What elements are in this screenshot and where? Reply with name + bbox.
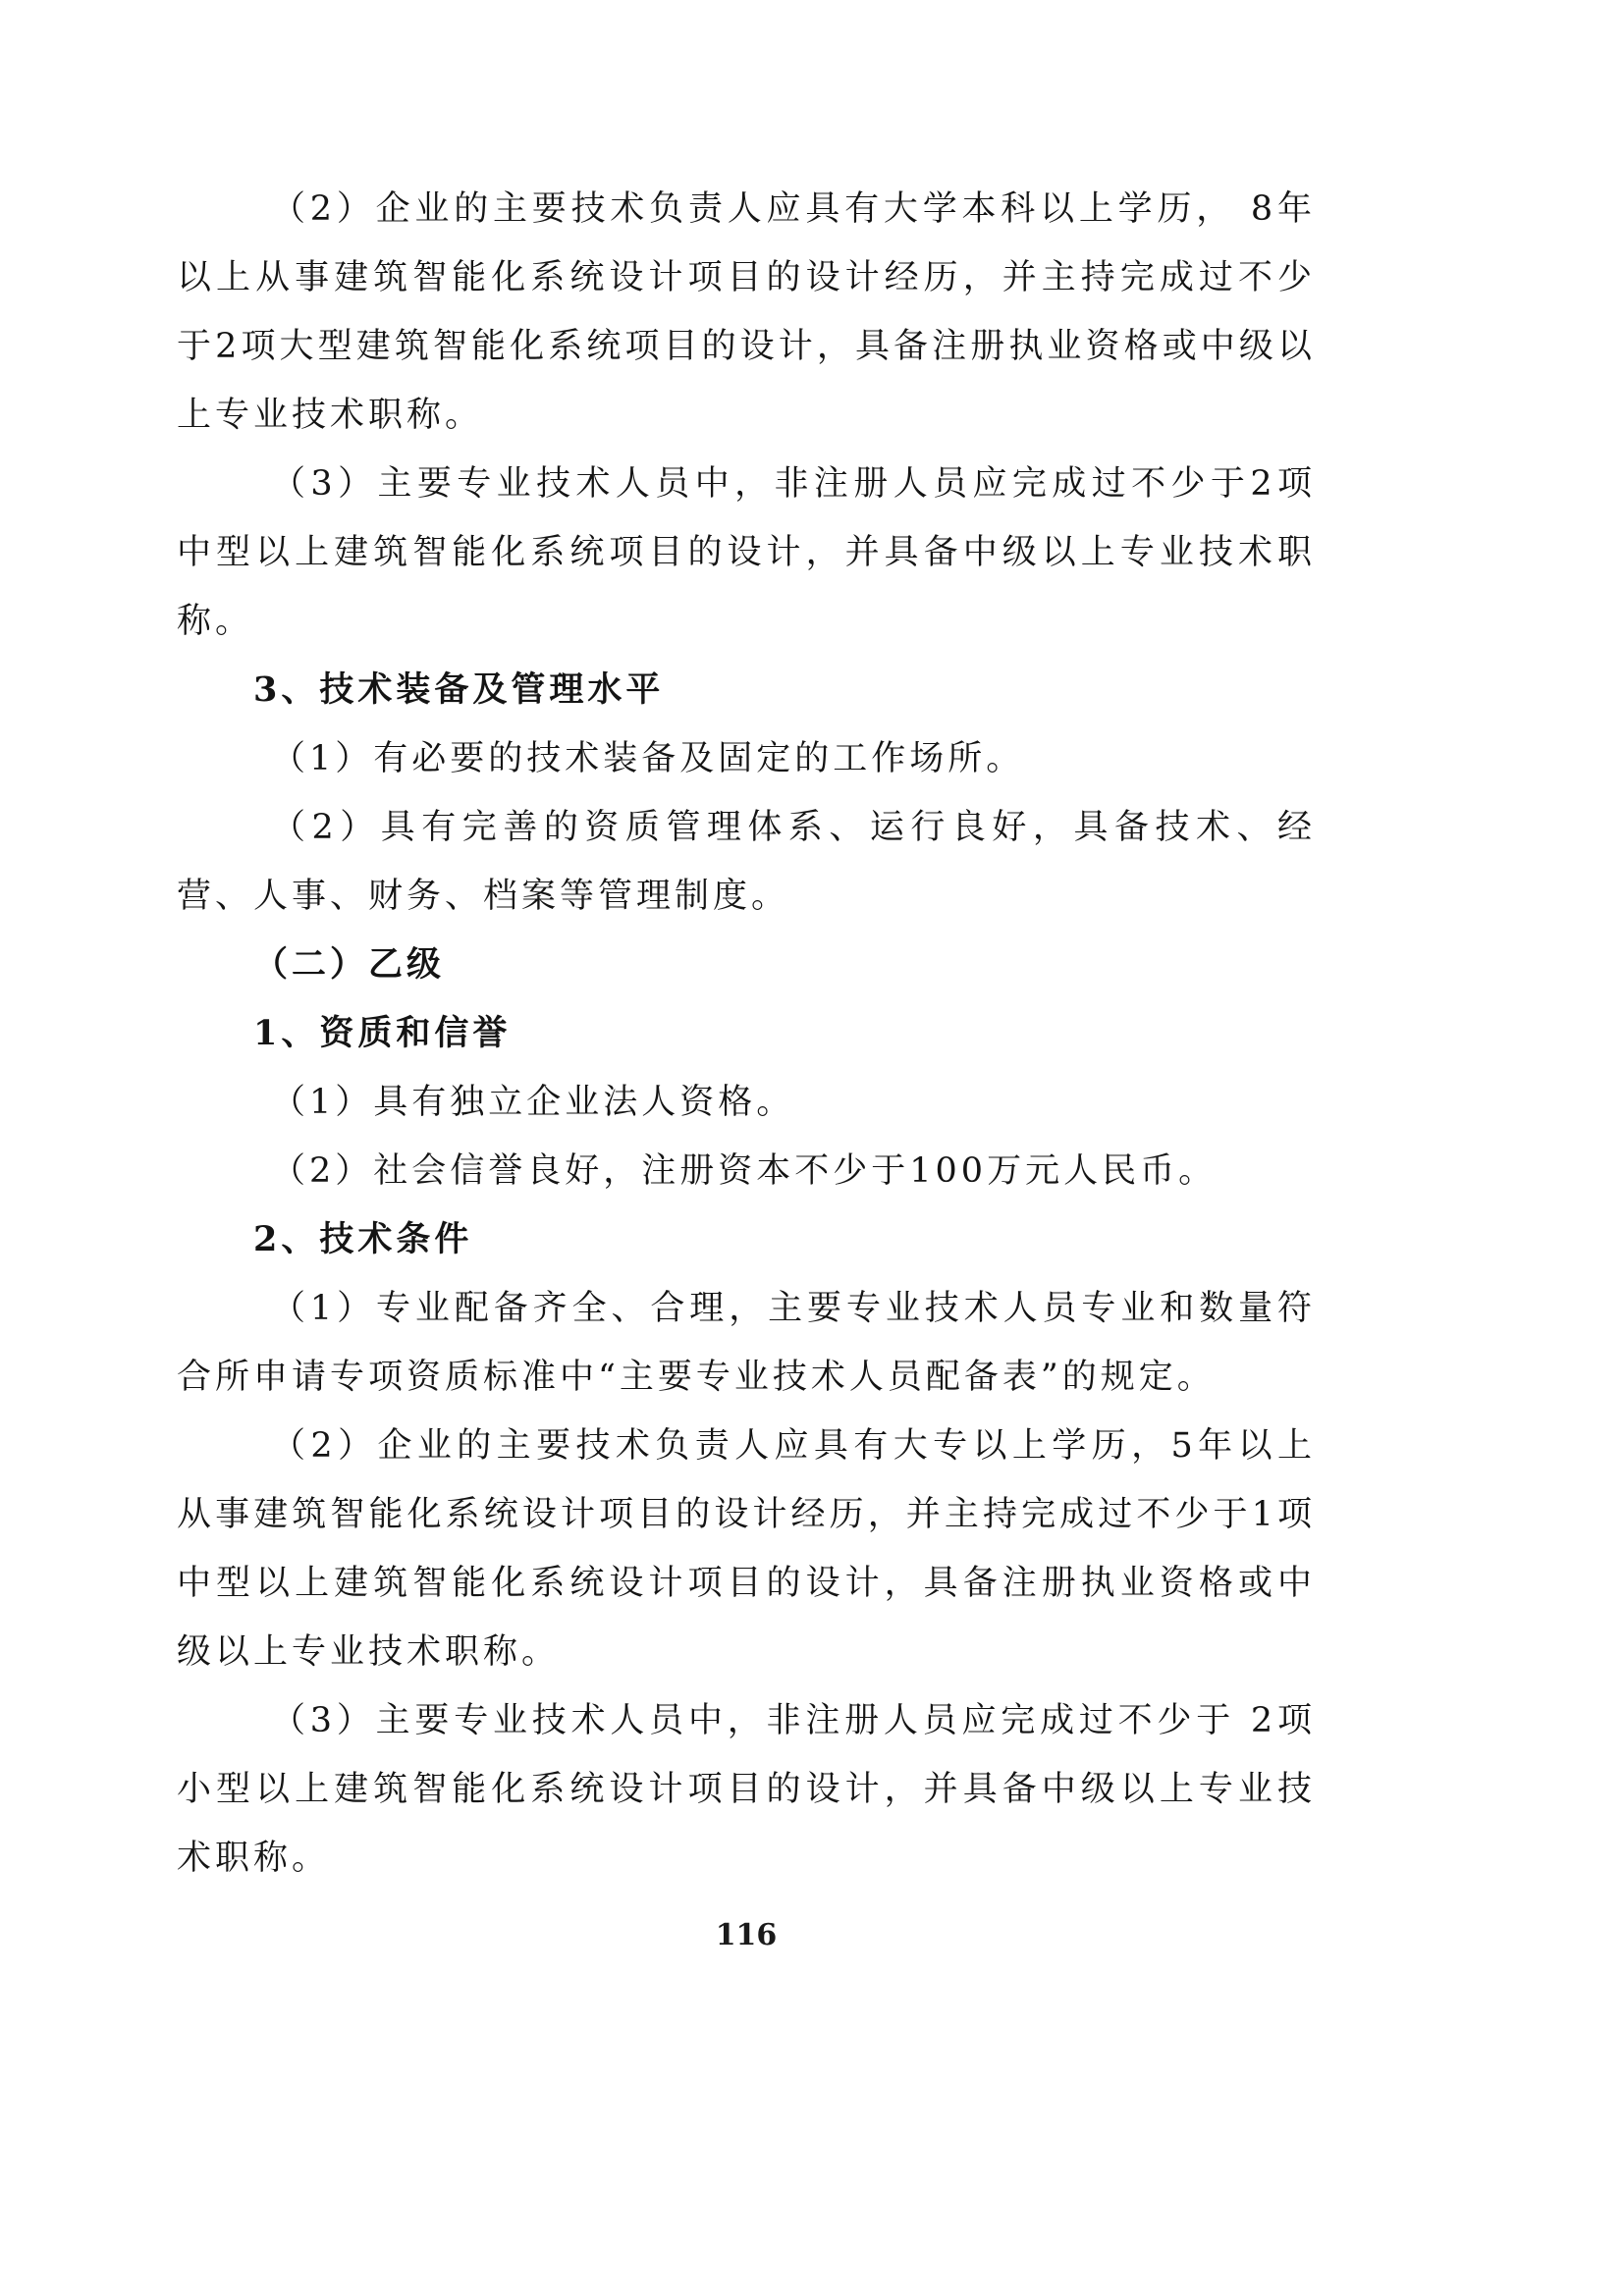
- paragraph-equipment-workplace: （1）有必要的技术装备及固定的工作场所。: [271, 739, 1025, 778]
- paragraph-tech-lead-qualification: （2）企业的主要技术负责人应具有大专以上学历，5年以上从事建筑智能化系统设计项目的设计经历，并主持完成过不少于1项中型以上建筑智能化系统设计项目的设计，具备注册执业资格或中级以上专业技术职称。: [177, 1426, 1316, 1672]
- heading-equipment-management: 3、技术装备及管理水平: [253, 669, 665, 710]
- heading-grade-b: （二）乙级: [253, 944, 446, 985]
- paragraph-management-system: （2）具有完善的资质管理体系、运行良好，具备技术、经营、人事、财务、档案等管理制度。: [177, 808, 1316, 916]
- paragraph-senior-tech-lead-qualification: （2）企业的主要技术负责人应具有大学本科以上学历， 8年以上从事建筑智能化系统设计项目的设计经历，并主持完成过不少于2项大型建筑智能化系统项目的设计，具备注册执业资格或中级以上专业技术职称。: [177, 189, 1316, 435]
- document-body: [177, 175, 1316, 1893]
- paragraph-staffing-requirements: （1）专业配备齐全、合理，主要专业技术人员专业和数量符合所申请专项资质标准中“主要专业技术人员配备表”的规定。: [177, 1289, 1316, 1397]
- paragraph-registered-capital: （2）社会信誉良好，注册资本不少于100万元人民币。: [271, 1151, 1218, 1191]
- heading-qualification-reputation: 1、资质和信誉: [253, 1013, 512, 1053]
- paragraph-staff-project-experience: （3）主要专业技术人员中，非注册人员应完成过不少于2项中型以上建筑智能化系统项目的设计，并具备中级以上专业技术职称。: [177, 464, 1316, 641]
- page-number: 116: [715, 1918, 778, 1952]
- paragraph-legal-entity: （1）具有独立企业法人资格。: [271, 1083, 795, 1122]
- heading-technical-conditions: 2、技术条件: [253, 1219, 473, 1259]
- paragraph-staff-small-projects: （3）主要专业技术人员中，非注册人员应完成过不少于 2项小型以上建筑智能化系统设计项目的设计，并具备中级以上专业技术职称。: [177, 1701, 1316, 1878]
